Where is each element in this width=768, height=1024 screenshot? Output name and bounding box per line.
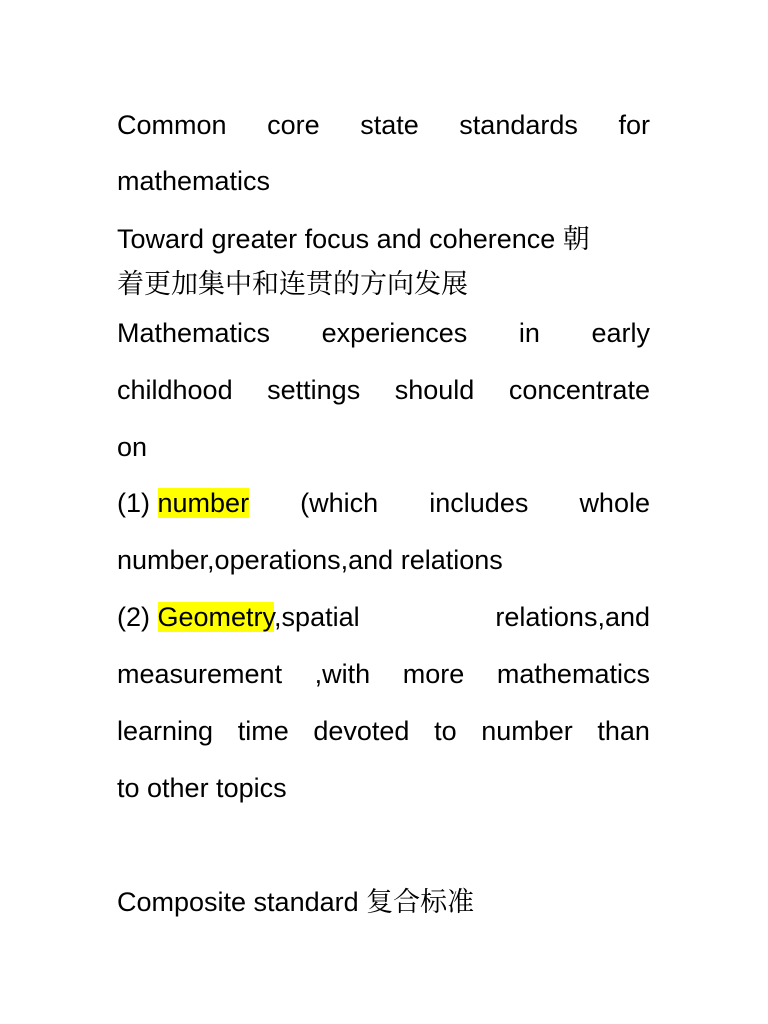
- word: Common: [117, 110, 227, 140]
- highlighted-term-number: number: [157, 488, 250, 518]
- word: standards: [459, 110, 578, 140]
- body-line-2: [117, 373, 650, 407]
- title-line-1: [117, 108, 650, 142]
- word: (which: [300, 488, 379, 518]
- word: devoted: [313, 716, 410, 746]
- word: measurement: [117, 659, 283, 689]
- word: time: [237, 716, 289, 746]
- list-item-2-lead: [117, 600, 360, 634]
- word: ,with: [314, 659, 371, 689]
- highlighted-term-geometry: Geometry: [157, 602, 275, 632]
- word: mathematics: [496, 659, 650, 689]
- word: early: [591, 318, 650, 348]
- list-item-2-line-1: [117, 600, 650, 634]
- word: core: [267, 110, 320, 140]
- word: childhood: [117, 375, 233, 405]
- word: relations,and: [495, 602, 650, 632]
- word: more: [402, 659, 465, 689]
- word: includes: [429, 488, 529, 518]
- word: for: [618, 110, 650, 140]
- title-line-2: mathematics: [117, 166, 271, 196]
- word: learning: [117, 716, 214, 746]
- list-item-1-number: (1): [117, 488, 150, 518]
- list-item-2-number: (2): [117, 602, 150, 632]
- word: state: [360, 110, 419, 140]
- composite-standard-line: Composite standard 复合标准: [117, 887, 475, 917]
- word: concentrate: [508, 375, 650, 405]
- list-item-2-line-3: [117, 714, 650, 748]
- subtitle-line-1: Toward greater focus and coherence 朝: [117, 224, 590, 254]
- body-line-1: [117, 316, 650, 350]
- word: experiences: [321, 318, 468, 348]
- list-item-1-line-1: [117, 486, 650, 520]
- body-line-3: on: [117, 432, 148, 462]
- word: to: [434, 716, 457, 746]
- word: in: [518, 318, 540, 348]
- list-item-2-line-2: [117, 657, 650, 691]
- word: Mathematics: [117, 318, 271, 348]
- subtitle-line-2: 着更加集中和连贯的方向发展: [117, 269, 468, 300]
- word: should: [394, 375, 475, 405]
- list-item-1-lead: [117, 486, 249, 520]
- word: number: [481, 716, 573, 746]
- word: whole: [579, 488, 650, 518]
- list-item-1-line-2: number,operations,and relations: [117, 545, 503, 575]
- word: ,spatial: [274, 602, 360, 632]
- list-item-2-line-4: to other topics: [117, 773, 287, 803]
- word: than: [597, 716, 650, 746]
- word: settings: [267, 375, 361, 405]
